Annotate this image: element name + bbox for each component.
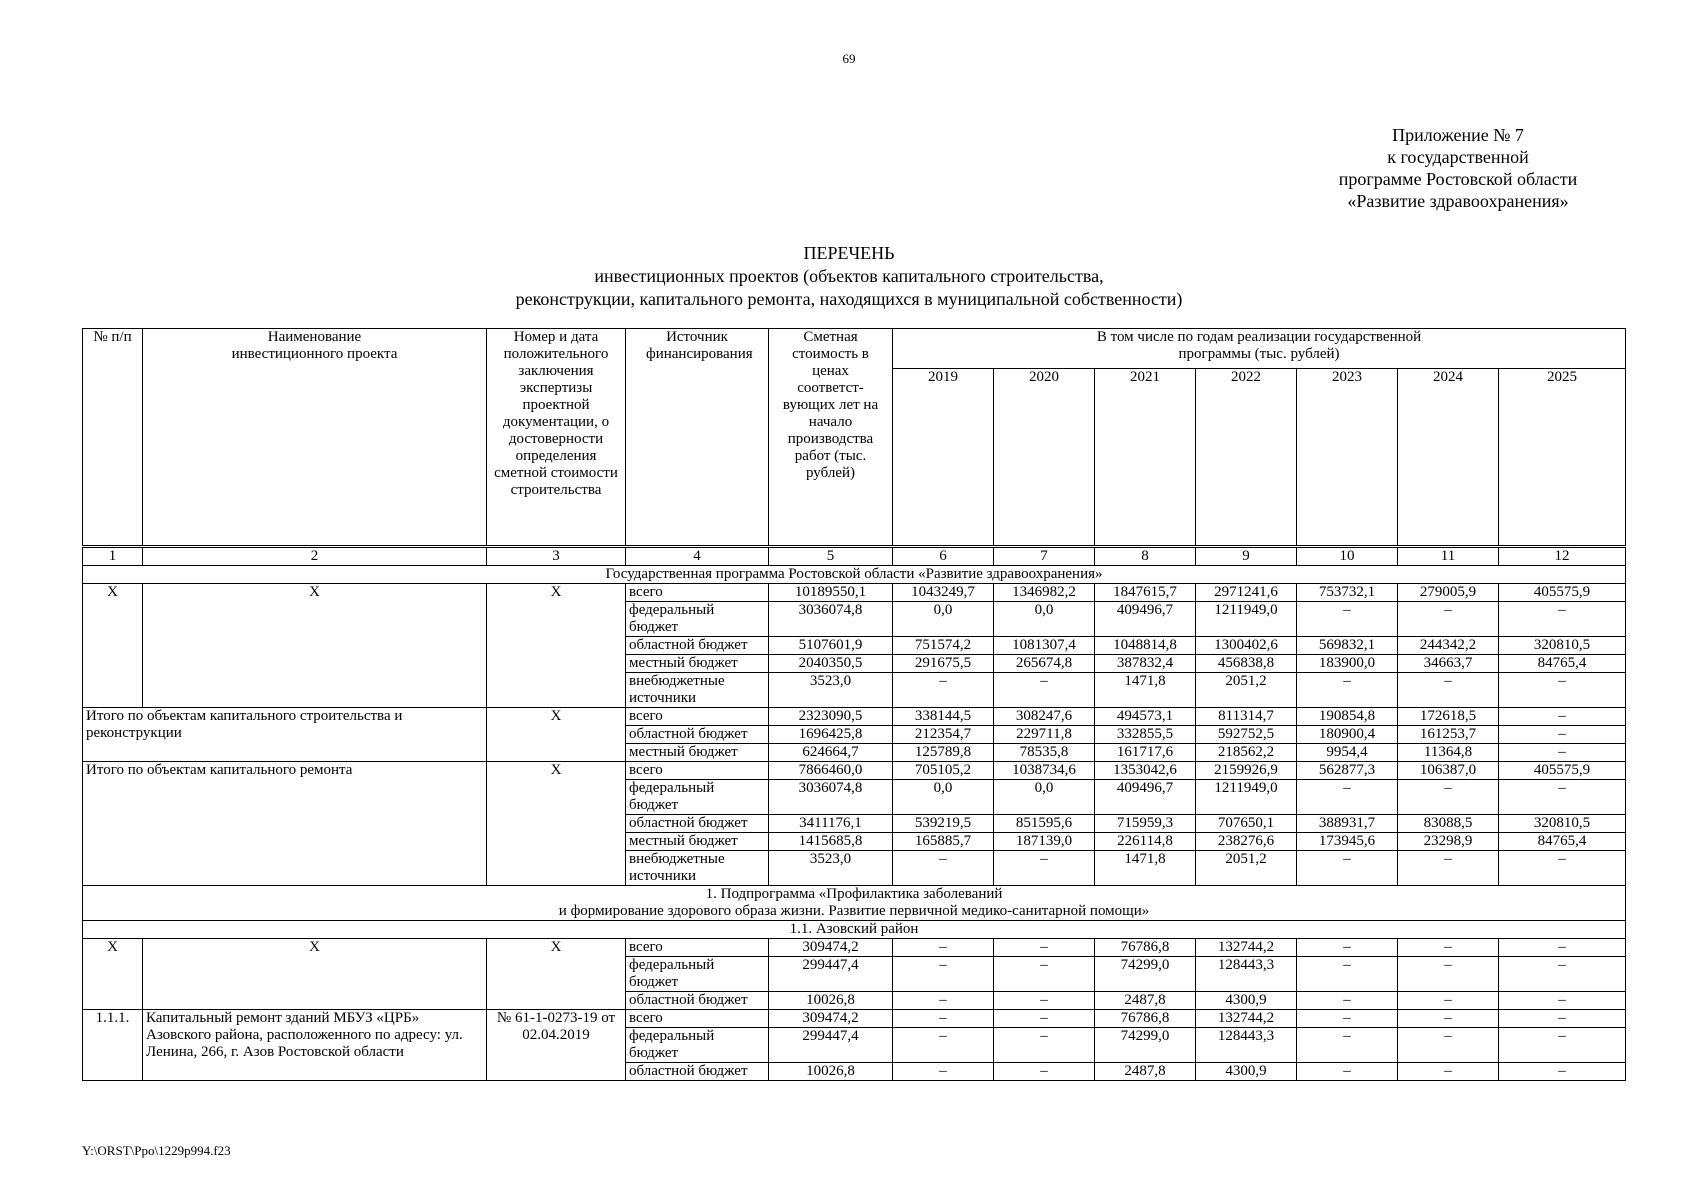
investment-projects-table [82,328,1626,1081]
appendix-line: программе Ростовской области [1338,169,1578,189]
column-number-cell: 4 [626,547,769,566]
value-cell: – [1398,992,1499,1010]
value-cell: 851595,6 [994,815,1095,833]
value-cell: 1211949,0 [1196,780,1297,815]
value-cell: – [893,851,994,886]
page-number: 69 [842,51,856,66]
column-number-cell: 3 [487,547,626,566]
value-cell: 132744,2 [1196,1010,1297,1028]
value-cell: 244342,2 [1398,637,1499,655]
column-number-cell: 12 [1499,547,1626,566]
value-cell: – [994,957,1095,992]
column-number-cell: 5 [769,547,893,566]
value-cell: 1038734,6 [994,762,1095,780]
value-cell: 11364,8 [1398,744,1499,762]
source-cell: всего [626,1010,769,1028]
project-name-cell: Х [143,584,487,708]
column-number-cell: 6 [893,547,994,566]
value-cell: – [994,673,1095,708]
source-cell: местный бюджет [626,744,769,762]
value-cell: 3036074,8 [769,780,893,815]
value-cell: 187139,0 [994,833,1095,851]
header-cell-year: 2023 [1297,369,1398,547]
value-cell: 539219,5 [893,815,994,833]
district-title-row [83,921,1626,939]
value-cell: 405575,9 [1499,762,1626,780]
value-cell: 76786,8 [1095,939,1196,957]
value-cell: 494573,1 [1095,708,1196,726]
value-cell: 409496,7 [1095,780,1196,815]
appendix-note [1280,124,1636,212]
value-cell: – [1398,673,1499,708]
value-cell: 212354,7 [893,726,994,744]
value-cell: 0,0 [994,602,1095,637]
table-row [83,584,1626,602]
column-number-cell: 10 [1297,547,1398,566]
value-cell: 309474,2 [769,939,893,957]
source-cell: областной бюджет [626,637,769,655]
source-cell: местный бюджет [626,655,769,673]
column-number-cell: 1 [83,547,143,566]
subprogram-title-row [83,886,1626,921]
section-row [83,886,1626,921]
total-name-cell: Итого по объектам капитального ремонта [83,762,487,886]
project-name-cell: Капитальный ремонт зданий МБУЗ «ЦРБ» Азовского района, расположенного по адресу: ул. Ленина, 266, г. Азов Ростовской области [143,1010,487,1081]
source-cell: федеральный бюджет [626,957,769,992]
row-number-cell: 1.1.1. [83,1010,143,1081]
value-cell: 4300,9 [1196,992,1297,1010]
value-cell: 1471,8 [1095,851,1196,886]
source-cell: всего [626,762,769,780]
value-cell: 1847615,7 [1095,584,1196,602]
expertise-cell: Х [487,584,626,708]
column-number-cell: 8 [1095,547,1196,566]
header-cell-cost: Сметная стоимость в ценах соответст-вующих лет на начало производства работ (тыс. рублей) [769,329,893,547]
value-cell: 7866460,0 [769,762,893,780]
value-cell: 3523,0 [769,673,893,708]
source-cell: областной бюджет [626,1063,769,1081]
source-cell: областной бюджет [626,815,769,833]
column-number-cell: 2 [143,547,487,566]
value-cell: 106387,0 [1398,762,1499,780]
value-cell: – [893,1028,994,1063]
value-cell: 190854,8 [1297,708,1398,726]
value-cell: 10026,8 [769,992,893,1010]
value-cell: 23298,9 [1398,833,1499,851]
value-cell: 83088,5 [1398,815,1499,833]
appendix-line: «Развитие здравоохранения» [1347,191,1569,211]
value-cell: 128443,3 [1196,957,1297,992]
title-line: реконструкции, капитального ремонта, находящихся в муниципальной собственности) [515,289,1183,309]
value-cell: 125789,8 [893,744,994,762]
value-cell: 1081307,4 [994,637,1095,655]
value-cell: 2040350,5 [769,655,893,673]
value-cell: 10189550,1 [769,584,893,602]
table-row [83,939,1626,957]
value-cell: – [893,939,994,957]
value-cell: 279005,9 [1398,584,1499,602]
value-cell: – [994,992,1095,1010]
value-cell: – [1297,939,1398,957]
value-cell: 456838,8 [1196,655,1297,673]
header-cell-name: Наименование инвестиционного проекта [143,329,487,547]
value-cell: 409496,7 [1095,602,1196,637]
source-cell: федеральный бюджет [626,780,769,815]
header-cell-years-group: В том числе по годам реализации государственной программы (тыс. рублей) [893,329,1626,369]
value-cell: 624664,7 [769,744,893,762]
value-cell: – [1398,1028,1499,1063]
title-line: инвестиционных проектов (объектов капитального строительства, [594,266,1104,286]
value-cell: 218562,2 [1196,744,1297,762]
expertise-cell: № 61-1-0273-19 от 02.04.2019 [487,1010,626,1081]
value-cell: 2323090,5 [769,708,893,726]
value-cell: 1696425,8 [769,726,893,744]
value-cell: 1353042,6 [1095,762,1196,780]
source-cell: федеральный бюджет [626,602,769,637]
value-cell: 2971241,6 [1196,584,1297,602]
value-cell: 238276,6 [1196,833,1297,851]
value-cell: 309474,2 [769,1010,893,1028]
value-cell: 387832,4 [1095,655,1196,673]
value-cell: 180900,4 [1297,726,1398,744]
value-cell: – [1499,1010,1626,1028]
column-number-cell: 7 [994,547,1095,566]
value-cell: 2487,8 [1095,1063,1196,1081]
value-cell: 74299,0 [1095,1028,1196,1063]
value-cell: – [1499,673,1626,708]
header-cell-year: 2022 [1196,369,1297,547]
value-cell: 0,0 [893,602,994,637]
total-name-cell: Итого по объектам капитального строительства и реконструкции [83,708,487,762]
source-cell: местный бюджет [626,833,769,851]
row-number-cell: Х [83,939,143,1010]
value-cell: – [1398,780,1499,815]
value-cell: – [1297,992,1398,1010]
value-cell: 0,0 [994,780,1095,815]
source-cell: областной бюджет [626,726,769,744]
value-cell: 2051,2 [1196,673,1297,708]
value-cell: – [1499,726,1626,744]
value-cell: – [1398,1010,1499,1028]
header-cell-year: 2025 [1499,369,1626,547]
value-cell: 299447,4 [769,957,893,992]
value-cell: 10026,8 [769,1063,893,1081]
value-cell: 0,0 [893,780,994,815]
value-cell: 562877,3 [1297,762,1398,780]
value-cell: 715959,3 [1095,815,1196,833]
value-cell: 753732,1 [1297,584,1398,602]
expertise-cell: Х [487,939,626,1010]
value-cell: 4300,9 [1196,1063,1297,1081]
value-cell: – [893,1063,994,1081]
value-cell: – [1297,1028,1398,1063]
value-cell: – [1297,1010,1398,1028]
project-name-cell: Х [143,939,487,1010]
appendix-line: к государственной [1387,147,1529,167]
value-cell: 226114,8 [1095,833,1196,851]
value-cell: 128443,3 [1196,1028,1297,1063]
value-cell: – [893,673,994,708]
value-cell: 1346982,2 [994,584,1095,602]
value-cell: 707650,1 [1196,815,1297,833]
value-cell: 811314,7 [1196,708,1297,726]
column-number-cell: 11 [1398,547,1499,566]
value-cell: – [1499,780,1626,815]
value-cell: – [1499,602,1626,637]
source-cell: внебюджетные источники [626,851,769,886]
value-cell: 161253,7 [1398,726,1499,744]
header-cell-year: 2024 [1398,369,1499,547]
column-number-cell: 9 [1196,547,1297,566]
value-cell: 132744,2 [1196,939,1297,957]
source-cell: всего [626,584,769,602]
expertise-cell: Х [487,708,626,762]
value-cell: 172618,5 [1398,708,1499,726]
value-cell: – [1398,602,1499,637]
value-cell: 5107601,9 [769,637,893,655]
value-cell: – [1398,957,1499,992]
value-cell: 569832,1 [1297,637,1398,655]
value-cell: – [893,957,994,992]
section-line: и формирование здорового образа жизни. Развитие первичной медико-санитарной помощи» [558,903,1150,919]
value-cell: – [1499,1028,1626,1063]
value-cell: – [1297,602,1398,637]
value-cell: 34663,7 [1398,655,1499,673]
value-cell: 2487,8 [1095,992,1196,1010]
value-cell: 1211949,0 [1196,602,1297,637]
value-cell: – [994,1010,1095,1028]
source-cell: федеральный бюджет [626,1028,769,1063]
document-title [0,242,1698,311]
value-cell: – [994,1063,1095,1081]
value-cell: 705105,2 [893,762,994,780]
value-cell: 76786,8 [1095,1010,1196,1028]
source-cell: всего [626,708,769,726]
value-cell: 1048814,8 [1095,637,1196,655]
value-cell: – [893,992,994,1010]
value-cell: 161717,6 [1095,744,1196,762]
value-cell: 299447,4 [769,1028,893,1063]
value-cell: 332855,5 [1095,726,1196,744]
value-cell: – [1398,939,1499,957]
value-cell: – [1499,851,1626,886]
header-cell-expertise: Номер и дата положительного заключения экспертизы проектной документации, о достоверности определения сметной стоимости строительства [487,329,626,547]
section-line: 1. Подпрограмма «Профилактика заболеваний [705,886,1003,902]
value-cell: 173945,6 [1297,833,1398,851]
value-cell: 1043249,7 [893,584,994,602]
value-cell: 320810,5 [1499,815,1626,833]
value-cell: 338144,5 [893,708,994,726]
table-row [83,708,1626,726]
value-cell: – [994,851,1095,886]
value-cell: 1300402,6 [1196,637,1297,655]
value-cell: – [1297,673,1398,708]
value-cell: 291675,5 [893,655,994,673]
value-cell: 1471,8 [1095,673,1196,708]
section-row [83,921,1626,939]
value-cell: – [1499,939,1626,957]
value-cell: – [1499,744,1626,762]
value-cell: 2159926,9 [1196,762,1297,780]
value-cell: 9954,4 [1297,744,1398,762]
section-line: 1.1. Азовский район [789,921,919,937]
source-cell: всего [626,939,769,957]
value-cell: – [1398,851,1499,886]
value-cell: – [1499,1063,1626,1081]
value-cell: 84765,4 [1499,655,1626,673]
value-cell: 265674,8 [994,655,1095,673]
header-cell-number: № п/п [83,329,143,547]
value-cell: 2051,2 [1196,851,1297,886]
value-cell: 308247,6 [994,708,1095,726]
value-cell: 3523,0 [769,851,893,886]
value-cell: – [994,1028,1095,1063]
value-cell: 165885,7 [893,833,994,851]
program-title-row: Государственная программа Ростовской области «Развитие здравоохранения» [83,566,1626,584]
expertise-cell: Х [487,762,626,886]
value-cell: 751574,2 [893,637,994,655]
value-cell: 320810,5 [1499,637,1626,655]
value-cell: 78535,8 [994,744,1095,762]
title-line: ПЕРЕЧЕНЬ [803,243,895,263]
file-path-footer: Y:\ORST\Ppo\1229p994.f23 [82,1143,231,1158]
value-cell: 183900,0 [1297,655,1398,673]
table-row [83,762,1626,780]
value-cell: – [1297,780,1398,815]
header-cell-year: 2019 [893,369,994,547]
header-cell-year: 2020 [994,369,1095,547]
value-cell: – [1398,1063,1499,1081]
value-cell: – [1297,851,1398,886]
value-cell: 229711,8 [994,726,1095,744]
value-cell: – [1499,957,1626,992]
appendix-line: Приложение № 7 [1392,125,1524,145]
row-number-cell: Х [83,584,143,708]
value-cell: – [893,1010,994,1028]
source-cell: внебюджетные источники [626,673,769,708]
table-row [83,1010,1626,1028]
value-cell: – [1499,708,1626,726]
value-cell: 84765,4 [1499,833,1626,851]
header-cell-source: Источник финансирования [626,329,769,547]
value-cell: 3411176,1 [769,815,893,833]
value-cell: 405575,9 [1499,584,1626,602]
value-cell: – [1297,957,1398,992]
value-cell: – [994,939,1095,957]
value-cell: 388931,7 [1297,815,1398,833]
value-cell: – [1297,1063,1398,1081]
value-cell: 3036074,8 [769,602,893,637]
value-cell: 1415685,8 [769,833,893,851]
value-cell: – [1499,992,1626,1010]
value-cell: 592752,5 [1196,726,1297,744]
value-cell: 74299,0 [1095,957,1196,992]
source-cell: областной бюджет [626,992,769,1010]
header-cell-year: 2021 [1095,369,1196,547]
